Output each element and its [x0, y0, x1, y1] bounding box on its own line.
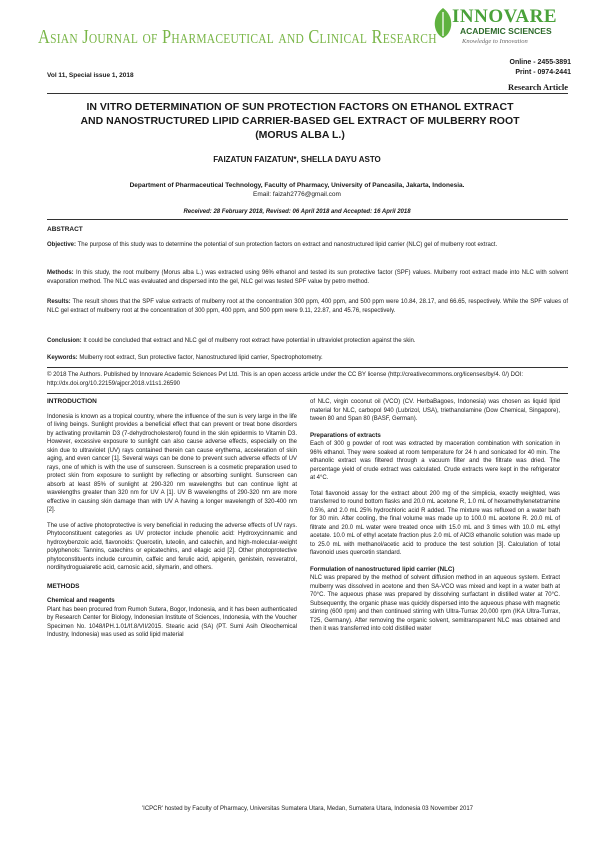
- received-dates: Received: 28 February 2018, Revised: 06 April 2018 and Accepted: 16 April 2018: [183, 209, 411, 215]
- body-divider: [47, 393, 568, 394]
- conclusion-label: Conclusion:: [47, 338, 82, 344]
- formulation-heading: Formulation of nanostructured lipid carrier (NLC): [310, 565, 455, 573]
- abstract-objective: [47, 241, 568, 250]
- objective-text: The purpose of this study was to determine the potential of sun protection factors on extract and nanostructured lipid carrier (NLC) gel of mulberry root extract.: [77, 242, 498, 248]
- logo-subtitle: ACADEMIC SCIENCES: [460, 26, 552, 36]
- title-line: AND NANOSTRUCTURED LIPID CARRIER-BASED GEL EXTRACT OF MULBERRY ROOT: [80, 115, 520, 127]
- license-notice: © 2018 The Authors. Published by Innovare Academic Sciences Pvt Ltd. This is an open access article under the CC BY license (http://creativecommons.org/licenses/by/4. 0/) DOI: http://dx.doi.org/10.22159/ajpcr.2018.v11s1.26590: [47, 372, 523, 387]
- conclusion-text: It could be concluded that extract and NLC gel of mulberry root extract have potential in ultraviolet protection against the skin.: [83, 338, 416, 344]
- issn-online: Online - 2455-3891: [509, 59, 571, 66]
- abstract-results: [47, 298, 568, 316]
- logo-tagline: Knowledge to Innovation: [462, 38, 528, 45]
- results-text: The result shows that the SPF value extracts of mulberry root at the concentration 300 ppm, 400 ppm, and 500 ppm were 10.84, 28.17, and 66.65, respectively. While the SPF values of NLC gel extract of mulberry root at the concentration of 300 ppm, 400 ppm, and 500 ppm were 9.11, 22.87, and 45.76, respectively.: [47, 299, 568, 314]
- affiliation-block: [47, 181, 547, 199]
- logo-name: INNOVARE: [452, 6, 558, 27]
- abstract-bottom-divider: [47, 367, 568, 368]
- right-column: [310, 398, 560, 634]
- left-column: [47, 398, 297, 640]
- intro-paragraph: Indonesia is known as a tropical country, where the influence of the sun is very large in the life of living beings. Sunlight provides a beneficial effect that can prevent or treat bone disorders by activating provitamin D3 (7-dehydrocholesterol) found in the skin epidermis to Vitamin D3. However, excessive exposure to sunlight can also cause adverse effects, especially on the skin due to ultraviolet (UV) rays contained therein can cause erythema, acceleration of skin aging, and even cancer [1]. Several ways can be done to prevent such adverse effects of UV rays, one of which is with the use of sunscreen. Sunscreen is a cosmetic preparation used to protect skin from exposure to sunlight by reflecting or absorbing sunlight. Sunscreen can absorb at least 85% of sunlight at 290-320 nm wavelengths but can continue light at wavelengths greater than 320 nm for UV A [1]. UV B wavelengths of 290-320 nm are more effective in causing skin damage than with UV A having a longer wavelength of 320-400 nm [2].: [47, 413, 297, 513]
- methods-label: Methods:: [47, 270, 74, 276]
- article-title: [60, 100, 540, 142]
- authors: FAIZATUN FAIZATUN*, SHELLA DAYU ASTO: [213, 155, 381, 164]
- chemicals-heading: Chemical and reagents: [47, 597, 115, 604]
- header-divider: [47, 93, 568, 94]
- formulation-paragraph: NLC was prepared by the method of solvent diffusion method in an aqueous system. Extract mulberry was dissolved in acetone and then SA-VCO was mixed and kept in a water bath at 70°C. The aqueous phase was prepared by dissolving surfactant in distilled water at 70°C. Subsequently, the organic phase was quickly dispersed into the aqueous phase with magnetic stirring (600 rpm) and then continued stirring with Ultra-Turrax 20,000 rpm (IKA Ultra-Turrax, T25, Germany). After removing the organic solvent, semitransparent NLC was obtained and then it was transferred into cold distilled water: [310, 575, 560, 632]
- flavonoid-paragraph: Total flavonoid assay for the extract about 200 mg of the simplicia, exactly weighted, was transferred to round bottom flasks and 20.0 mL acetone R, 1.0 mL of hexamethylenetetramine 0.5%, and 2.0 mL 25% hydrochloric acid R added. The mixture was refluxed on a water bath for 30 min. After cooling, the final volume was made up to 100.0 mL acetone R. 20.0 mL of filtrate and 20.0 mL water were treated once with 15.0 mL and 3 times with 10.0 mL ethyl acetate. 10.0 mL of ethyl acetate fraction plus 2.0 mL of AlCl3 ethanolic solution was made up to 25.0 mL with methanol/acetic acid to produce the test solution [3]. Calculation of total flavonoid uses quercetin standard.: [310, 490, 560, 556]
- abstract-conclusion: [47, 337, 568, 346]
- continued-paragraph: of NLC, virgin coconut oil (VCO) (CV. HerbaBagoes, Indonesia) was chosen as liquid lipid material for NLC, carbopol 940 (Lubrizol, USA), triethanolamine (Dow Chemical, Singapore), tween 80 and Span 80 (BASF, German).: [310, 399, 560, 422]
- email[interactable]: Email: faizah2776@gmail.com: [253, 191, 341, 198]
- preparation-paragraph: Each of 300 g powder of root was extracted by maceration combination with sonication in 96% ethanol. They were soaked at room temperature for 24 h and sonicated for 40 min. The ethanolic extract was filtered through a vacuum filter and the filtrate was dried. The percentage yield of crude extract was calculated. Crude extracts were kept in the refrigerator at 4°C.: [310, 441, 560, 481]
- methods-heading: METHODS: [47, 582, 80, 590]
- methods-text: In this study, the root mulberry (Morus alba L.) was extracted using 96% ethanol and tested its sun protective factor (SPF) values. Mulberry root extract made into NLC with solvent evaporation method. The NLC was evaluated and dispersed into the gel, NLC gel was tested SPF value by petro method.: [47, 270, 569, 285]
- affiliation: Department of Pharmaceutical Technology, Faculty of Pharmacy, University of Pancasila, Jakarta, Indonesia.: [129, 182, 465, 189]
- keywords-label: Keywords:: [47, 355, 78, 361]
- chemicals-paragraph: Plant has been procured from Rumoh Sutera, Bogor, Indonesia, and it has been authenticated by Research Center for Biology, Indonesian Institute of Sciences, Indonesia, with the Voucher Specimen No. 1048/IPH.1.01/If.8/VII/2015. Stearic acid (SA) (PT. Sumi Asih Oleochemical Industry, Indonesia) was used as solid lipid material: [47, 606, 297, 638]
- abstract-keywords: [47, 354, 568, 363]
- volume-info: Vol 11, Special issue 1, 2018: [47, 72, 134, 79]
- article-type: Research Article: [507, 82, 568, 92]
- page-footer: 'ICPCR' hosted by Faculty of Pharmacy, Universitas Sumatera Utara, Medan, Sumatera Utara, Indonesia 03 November 2017: [142, 806, 473, 812]
- abstract-methods: [47, 269, 568, 287]
- abstract-heading: ABSTRACT: [47, 226, 83, 233]
- intro-paragraph: The use of active photoprotective is very beneficial in reducing the adverse effects of UV rays. Phytoconstituent categories as UV protector include phenolic acid: Hydroxycinnamic and hydroxybenzoic acid, flavonoids: Quercetin, luteolin, and catechin, and high-molecular-weight polyphenols: Tannins, catechins or epicatechins, and ellagic acid [2]. Other photoprotective phytoconstituents include curcumin, caffeic and ferulic acid, apigenin, genistein, resveratrol, nordihydroguaiaretic acid, carnosic acid, silymarin, and others.: [47, 522, 297, 571]
- title-line: IN VITRO DETERMINATION OF SUN PROTECTION FACTORS ON ETHANOL EXTRACT: [86, 101, 514, 113]
- journal-title: Asian Journal of Pharmaceutical and Clinical Research: [38, 26, 437, 48]
- introduction-heading: INTRODUCTION: [47, 398, 97, 405]
- objective-label: Objective:: [47, 242, 77, 248]
- keywords-text: Mulberry root extract, Sun protective factor, Nanostructured lipid carrier, Spectrophotometry.: [79, 355, 323, 361]
- results-label: Results:: [47, 299, 71, 305]
- publisher-logo: [430, 4, 560, 54]
- preparation-heading: Preparations of extracts: [310, 431, 381, 439]
- abstract-top-divider: [47, 219, 568, 220]
- issn-print: Print - 0974-2441: [515, 69, 571, 76]
- title-line: (MORUS ALBA L.): [255, 129, 345, 141]
